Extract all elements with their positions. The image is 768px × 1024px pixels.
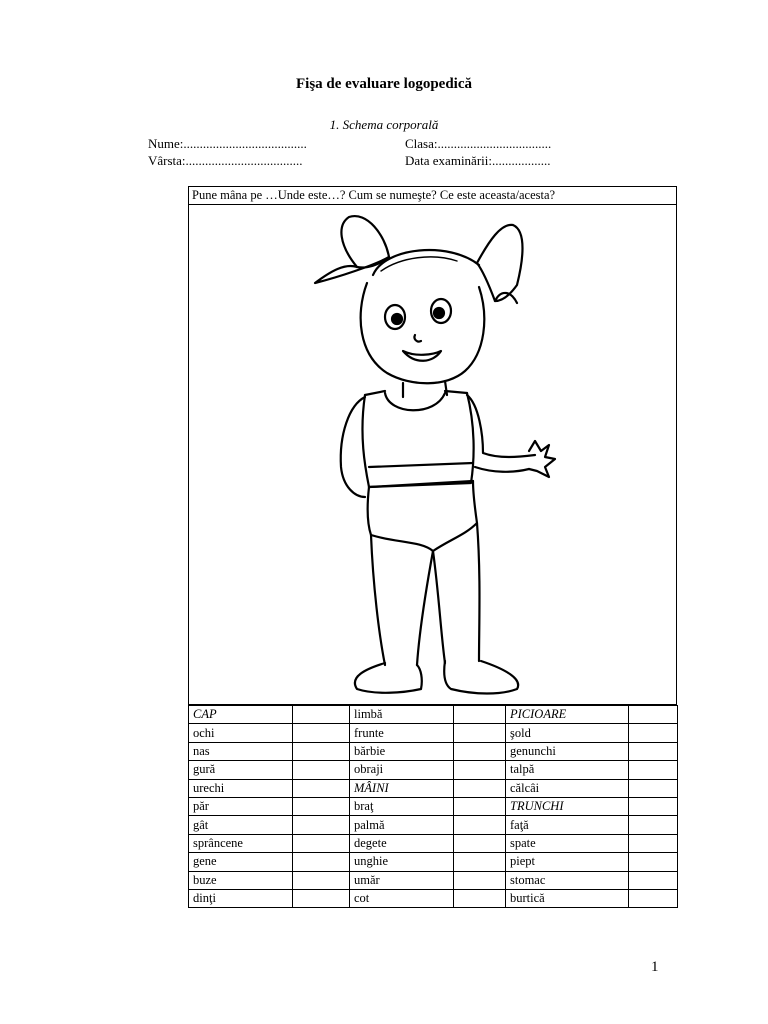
body-part-cell: spate xyxy=(506,834,629,852)
table-row xyxy=(189,816,678,834)
left-arm xyxy=(341,397,365,497)
right-arm xyxy=(467,395,535,457)
answer-cell xyxy=(629,706,678,724)
answer-cell xyxy=(629,853,678,871)
child-figure-illustration xyxy=(189,205,676,704)
body-part-cell: buze xyxy=(189,871,293,889)
answer-cell xyxy=(293,853,350,871)
table-row xyxy=(189,761,678,779)
body-part-cell: TRUNCHI xyxy=(506,797,629,815)
table-row xyxy=(189,742,678,760)
body-part-cell: urechi xyxy=(189,779,293,797)
body-part-cell: PICIOARE xyxy=(506,706,629,724)
exam-date-field: Data examinării:.................. xyxy=(405,153,551,168)
body-part-cell: palmă xyxy=(350,816,454,834)
answer-cell xyxy=(629,816,678,834)
answer-cell xyxy=(454,889,506,907)
body-part-cell: CAP xyxy=(189,706,293,724)
body-part-cell: MÂINI xyxy=(350,779,454,797)
tank-top xyxy=(362,393,473,487)
answer-cell xyxy=(293,706,350,724)
table-row xyxy=(189,706,678,724)
briefs xyxy=(368,481,477,551)
body-part-cell: degete xyxy=(350,834,454,852)
body-part-cell: faţă xyxy=(506,816,629,834)
head-outline xyxy=(361,283,485,383)
answer-cell xyxy=(454,871,506,889)
answer-cell xyxy=(454,797,506,815)
table-row xyxy=(189,797,678,815)
right-shoe xyxy=(444,661,518,694)
answer-cell xyxy=(454,706,506,724)
body-part-cell: călcâi xyxy=(506,779,629,797)
answer-cell xyxy=(293,834,350,852)
answer-cell xyxy=(629,742,678,760)
table-row xyxy=(189,779,678,797)
table-row xyxy=(189,724,678,742)
answer-cell xyxy=(454,779,506,797)
body-part-cell: şold xyxy=(506,724,629,742)
answer-cell xyxy=(629,871,678,889)
section-subtitle: 1. Schema corporală xyxy=(329,117,439,132)
body-part-cell: gât xyxy=(189,816,293,834)
body-part-cell: limbă xyxy=(350,706,454,724)
answer-cell xyxy=(293,724,350,742)
right-hand xyxy=(529,441,555,477)
answer-cell xyxy=(454,853,506,871)
table-row xyxy=(189,871,678,889)
table-row xyxy=(189,889,678,907)
body-part-cell: păr xyxy=(189,797,293,815)
answer-cell xyxy=(293,742,350,760)
body-part-cell: burtică xyxy=(506,889,629,907)
answer-cell xyxy=(293,889,350,907)
answer-cell xyxy=(629,779,678,797)
answer-cell xyxy=(454,742,506,760)
answer-cell xyxy=(454,816,506,834)
body-part-cell: nas xyxy=(189,742,293,760)
page-number: 1 xyxy=(651,959,659,975)
instruction-text: Pune mâna pe …Unde este…? Cum se numeşte? Ce este aceasta/acesta? xyxy=(189,187,676,205)
answer-cell xyxy=(629,889,678,907)
body-part-cell: cot xyxy=(350,889,454,907)
answer-cell xyxy=(293,779,350,797)
illustration-frame xyxy=(188,186,677,705)
answer-cell xyxy=(293,761,350,779)
body-part-cell: gură xyxy=(189,761,293,779)
answer-cell xyxy=(629,834,678,852)
body-part-cell: genunchi xyxy=(506,742,629,760)
answer-cell xyxy=(454,761,506,779)
body-part-cell: ochi xyxy=(189,724,293,742)
left-shoe xyxy=(355,663,422,693)
answer-cell xyxy=(454,834,506,852)
answer-cell xyxy=(629,761,678,779)
name-field: Nume:...................................... xyxy=(148,136,307,151)
age-field: Vârsta:.................................... xyxy=(148,153,303,168)
answer-cell xyxy=(293,797,350,815)
left-leg xyxy=(371,535,385,665)
body-part-cell: braţ xyxy=(350,797,454,815)
body-part-cell: unghie xyxy=(350,853,454,871)
body-part-cell: obraji xyxy=(350,761,454,779)
body-part-cell: piept xyxy=(506,853,629,871)
body-part-cell: frunte xyxy=(350,724,454,742)
body-part-cell: gene xyxy=(189,853,293,871)
document-title: Fişa de evaluare logopedică xyxy=(296,76,472,92)
body-part-cell: stomac xyxy=(506,871,629,889)
mouth xyxy=(403,351,441,361)
answer-cell xyxy=(293,816,350,834)
answer-cell xyxy=(293,871,350,889)
body-parts-table xyxy=(188,705,678,908)
body-part-cell: talpă xyxy=(506,761,629,779)
table-row xyxy=(189,853,678,871)
table-row xyxy=(189,834,678,852)
answer-cell xyxy=(454,724,506,742)
right-pigtail xyxy=(477,225,523,301)
body-part-cell: dinţi xyxy=(189,889,293,907)
body-part-cell: umăr xyxy=(350,871,454,889)
answer-cell xyxy=(629,724,678,742)
right-leg xyxy=(433,551,445,663)
answer-cell xyxy=(629,797,678,815)
class-field: Clasa:................................... xyxy=(405,136,552,151)
body-part-cell: bărbie xyxy=(350,742,454,760)
body-part-cell: sprâncene xyxy=(189,834,293,852)
